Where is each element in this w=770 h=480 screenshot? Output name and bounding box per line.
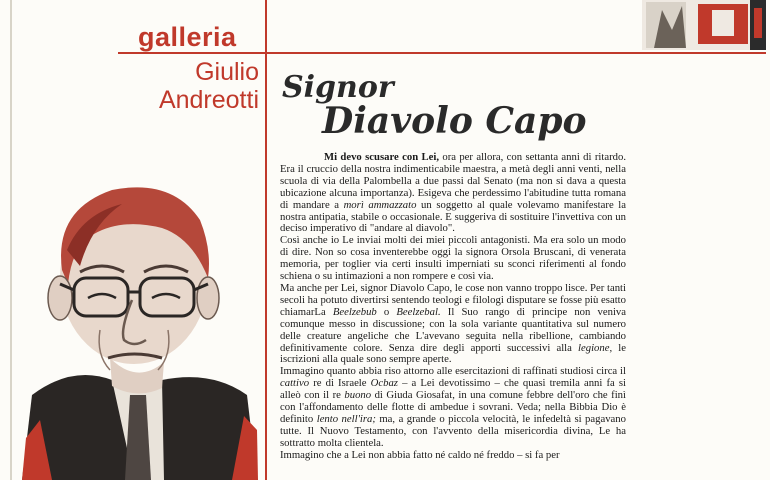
header-artwork bbox=[642, 0, 766, 50]
section-label: galleria bbox=[138, 22, 237, 52]
author-first-name: Giulio bbox=[195, 58, 259, 86]
vertical-divider bbox=[265, 0, 267, 480]
caricature-portrait bbox=[12, 180, 265, 480]
title-line-2: Diavolo Capo bbox=[322, 100, 587, 142]
paragraph: Mi devo scusare con Lei, ora per allora, con settanta anni di ritardo. Era il cruccio della nostra indimenticabile maestra, a metà degli anni venti, nella scuola di via della Palombella a due passi dal Senato (ma non si dava a questa ubicazione alcuna importanza). Esigeva che perdessimo l'abitudine tutta romana di mandare a morì ammazzato un soggetto al quale volevamo manifestare la nostra antipatia, stabile o occasionale. E suggeriva di sostituire l'invettiva con un deciso imperativo di "andare al diavolo". bbox=[280, 152, 626, 235]
paragraph: Immagino che a Lei non abbia fatto né caldo né freddo – si fa per bbox=[280, 448, 560, 461]
paragraph: Immagino quanto abbia riso attorno alle esercitazioni di raffinati studiosi circa il cattivo re di Israele Ocbaz – a Lei devotissimo – che quasi tremila anni fa si alleò con il re buono di Giuda Giosafat, in una comune febbre dell'oro che finì con l'affondamento delle flotte di ambedue i sovrani. Veda; nella Bibbia Dio è definito lento nell'ira; ma, a grande o piccola velocità, le infedeltà si pagavano tutte. Il Nuovo Testamento, con l'avvento della misericordia divina, Le ha sottratto molta clientela. bbox=[280, 365, 626, 449]
author-name bbox=[159, 58, 259, 114]
paragraph: Così anche io Le inviai molti dei miei piccoli antagonisti. Ma era solo un modo di dire. Non so cosa inventerebbe oggi la signora Orsola Bruscani, di venerata memoria, per toglier via certi insulti imperniati su sconci riferimenti al fondo schiena o su intimazioni a non rompere e così via. bbox=[280, 234, 626, 283]
author-last-name: Andreotti bbox=[158, 86, 259, 114]
title-line-1: Signor bbox=[282, 70, 394, 105]
paragraph: Ma anche per Lei, signor Diavolo Capo, le cose non vanno troppo lisce. Per tanti secoli ha potuto divertirsi sentendo teologi e filologi disputare se fosse più esatto chiamarLa Beelzebub o Beelzebal. Il Suo rango di principe non veniva comunque messo in discussione; con la sola variante quantitativa sul numero delle creature angeliche che L'avevano seguita nella ribellione, cambiando definitivamente colore. Senza dire degli apporti successivi alla legione, le iscrizioni alla quale sono sempre aperte. bbox=[280, 281, 626, 366]
lead-in: Mi devo scusare con Lei, bbox=[324, 152, 439, 163]
article-body bbox=[280, 152, 626, 480]
